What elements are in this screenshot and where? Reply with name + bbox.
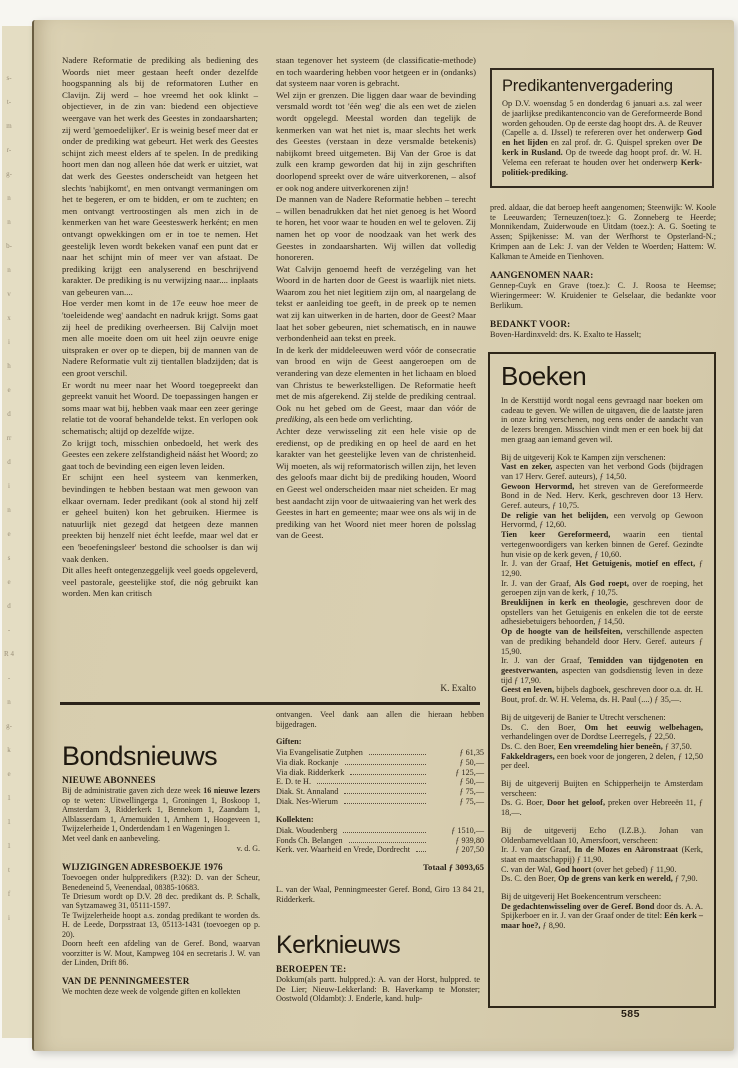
- boeken-title: Boeken: [501, 361, 587, 391]
- showthrough-fragment: n: [7, 698, 11, 706]
- book-entry: Ir. J. van der Graaf, Temidden van tijdgenoten en geestverwanten, aspecten van godsdienstig leven in deze tijd ƒ 17,90.: [501, 656, 703, 685]
- predikantenvergadering-body: Op D.V. woensdag 5 en donderdag 6 januari a.s. zal weer de jaarlijkse predikantenconcio van de Gereformeerde Bond worden gehouden. Op de eerste dag hoopt drs. A. de Reuver (Capelle a. d. IJssel) te refereren over het onderwerp God en het lijden en zal prof. dr. G. Quispel spreken over De kerk in Rusland. Op de tweede dag hoopt prof. dr. W. H. Velema een referaat te houden over het onderwerp Kerk-politiek-prediking.: [502, 99, 703, 177]
- totaal-line: Totaal ƒ 3093,65: [422, 862, 484, 873]
- kollekte-label: Kerk. ver. Waarheid en Vrede, Dordrecht: [276, 845, 411, 855]
- gift-amount: ƒ 61,35: [459, 748, 484, 758]
- book-entry: Ir. J. van der Graaf, Het Getuigenis, motief en effect, ƒ 12,90.: [501, 559, 703, 578]
- aangenomen-text: Gennep-Cuyk en Grave (toez.): C. J. Roosa te Heemse; Wieringermeer: W. Kruidenier te Gelselaar, die bedankte voor Berlikum.: [490, 281, 716, 310]
- article-paragraph: Hoe verder men komt in de 17e eeuw hoe meer de 'toeleidende weg' aandacht en nadruk krijgt. Soms gaat zij heel de prediking overheersen. Bij Calvijn moet men alle moeite doen om uit heel zijn oeuvre enige uitspraken er over op te diepen, bij de mannen van de Nadere Reformatie vult zij tientallen bladzijden; dat is een groot verschil.: [62, 298, 258, 379]
- gift-row: [276, 768, 484, 778]
- article-paragraph: Zo krijgt toch, misschien onbedoeld, het werk des Geestes een zekere zelfstandigheid náást het Woord; zo gaat toch de bevinding een eigen leven leiden.: [62, 437, 258, 471]
- penningmeester-footer: L. van der Waal, Penningmeester Geref. Bond, Giro 13 84 21, Ridderkerk.: [276, 884, 484, 904]
- dotted-leader: [344, 793, 426, 794]
- wijzigingen-paragraphs: [62, 873, 260, 968]
- gift-label: Diak. Nes-Wierum: [276, 796, 338, 806]
- nieuwe-abonnees-thanks: Met veel dank en aanbeveling.: [62, 833, 160, 843]
- kollekten-heading: Kollekten:: [276, 815, 314, 825]
- showthrough-fragment: -: [7, 674, 11, 682]
- showthrough-fragment: g-: [6, 170, 12, 178]
- showthrough-fragment: v: [7, 290, 11, 298]
- showthrough-fragment: s: [7, 554, 11, 562]
- showthrough-fragment: -: [7, 626, 11, 634]
- article-paragraph: Er schijnt een heel systeem van kenmerken, bevindingen te hebben bestaan wat men gewoon van elkaar overnam. Ieder predikant (ook al stond hij zelf er geheel buiten) kon het gebruiken. Hiermee is natuurlijk niet gezegd dat hetgeen deze mannen preekten bij henzelf niet écht leefde, maar wel dat er een 'beoefeningsleer' bestond die schoolser is dan wij vaak denken.: [62, 472, 258, 564]
- predikantenvergadering-box: [490, 68, 714, 188]
- showthrough-fragment: n: [7, 266, 11, 274]
- book-list: [501, 723, 703, 772]
- gift-row: [276, 748, 484, 758]
- gift-row: [276, 797, 484, 807]
- giften-list: [276, 748, 484, 806]
- wijzigingen-heading: WIJZIGINGEN ADRESBOEKJE 1976: [62, 861, 223, 872]
- article-column-middle: [276, 55, 476, 542]
- book-entry: Ds. C. den Boer, Een vreemdeling hier beneên, ƒ 37,50.: [501, 741, 692, 751]
- giften-heading: Giften:: [276, 737, 302, 747]
- book-list: [501, 902, 703, 931]
- showthrough-fragment: f: [7, 890, 11, 898]
- book-entry: Ir. J. van der Graaf, Als God roept, over de roeping, het geroepen zijn van de kerk, ƒ 10,75.: [501, 578, 703, 598]
- showthrough-fragment: n: [7, 194, 11, 202]
- book-entry: Gewoon Hervormd, het streven van de Gereformeerde Bond in de Ned. Herv. Kerk, geschreven door 13 Herv. Geref. auteurs, ƒ 10,75.: [501, 481, 704, 511]
- showthrough-fragment: k: [7, 746, 11, 754]
- gift-amount: ƒ 50,—: [459, 777, 484, 787]
- showthrough-fragment: i: [8, 482, 10, 490]
- book-list: [501, 845, 703, 884]
- financien-intro: ontvangen. Veel dank aan allen die hieraan hebben bijgedragen.: [276, 710, 484, 729]
- beroepingswerk-section: [490, 203, 716, 340]
- gift-label: E. D. te H.: [276, 777, 312, 787]
- bondsnieuws-section: [62, 776, 260, 997]
- showthrough-fragment: e: [7, 578, 11, 586]
- article-paragraph: In de kerk der middeleeuwen werd vóór de consecratie van brood en wijn de Geest aangeroepen om de verandering van deze elementen in het lichaam en bloed van Christus te bewerkstelligen. De Reformatie heeft met de mis afgerekend. Zij stelde de prediking centraal. Ook nu het gebed om de Geest, maar dan vóór de prediking, als een bede om verlichting.: [276, 344, 476, 425]
- book-list: [501, 798, 703, 817]
- beroepen-continuation: pred. aldaar, die dat beroep heeft aangenomen; Steenwijk: W. Koole te Leeuwarden; Terneuzen(toez.): G. Zonneberg te Heerde; Monnikendam, Zuiderwoude en Uitdam (toez.): A. G. Soeting te Assen; Spijkenisse: M. van der Werfhorst te Opsterland-N.; Krimpen aan de Lek: J. van der Velden te Woerden; Hattem: W. Kalkman te Ameide en Tienhoven.: [490, 203, 716, 261]
- showthrough-fragment: d: [7, 410, 11, 418]
- showthrough-fragment: 1: [7, 842, 11, 850]
- penningmeester-heading: VAN DE PENNINGMEESTER: [62, 975, 190, 986]
- penningmeester-body: We mochten deze week de volgende giften en kollekten: [62, 987, 241, 997]
- dotted-leader: [349, 842, 426, 843]
- boeken-intro: In de Kersttijd wordt nogal eens gevraagd naar boeken om cadeau te geven. We willen de uitgaven, die de laatste jaren in onze kring verschenen, nog eens onder de aandacht van de lezers brengen. Misschien vindt men er een boek bij dat men graag aan iemand geven wil.: [501, 396, 703, 444]
- book-entry: Ir. J. van der Graaf, In de Mozes en Aäronstraat (Kerk, staat en maatschappij) ƒ 11,90.: [501, 845, 703, 864]
- showthrough-fragment: t: [8, 866, 10, 874]
- showthrough-fragment: b-: [6, 242, 12, 250]
- book-entry: De gedachtenwisseling over de Geref. Bond door ds. A. A. Spijkerboer en ir. J. van der Graaf onder de titel: Eén kerk – maar hoe?, ƒ 8,90.: [501, 901, 703, 931]
- dotted-leader: [343, 832, 426, 833]
- bedankt-text: Boven-Hardinxveld: drs. K. Exalto te Hasselt;: [490, 330, 642, 340]
- showthrough-fragment: r-: [6, 146, 12, 154]
- aangenomen-heading: AANGENOMEN NAAR:: [490, 270, 594, 281]
- showthrough-fragment: m: [6, 122, 12, 130]
- dotted-leader: [369, 754, 426, 755]
- book-entry: Vast en zeker, aspecten van het verbond Gods (bijdragen van 17 Herv. Geref. auteurs), ƒ 14,50.: [501, 462, 703, 481]
- book-list: [501, 462, 703, 705]
- kerknieuws-section: [276, 932, 480, 1004]
- section-divider-rule-left: [60, 702, 258, 705]
- article-paragraph: Achter deze verwisseling zit een hele visie op de eredienst, op de prediking en op heel de aard en het karakter van het geestelijke leven van de christenheid. Wij moeten, als wij reformatorisch willen zijn, het leven des geloofs maar dicht bij de prediking houden, Woord en Geest wel onderscheiden maar niet scheiden. Er mag best aandacht zijn voor de uitwaaiering van het werk des Geestes in hart en gemeente; maar wee ons als wij in de prediking van het Woord niet meer horen de polsslag van de Geest.: [276, 426, 476, 541]
- bondsnieuws-title: Bondsnieuws: [62, 741, 218, 771]
- nieuwe-abonnees-signature: v. d. G.: [236, 844, 260, 854]
- book-entry: Geest en leven, bijbels dagboek, geschreven door o.a. dr. H. Bout, prof. dr. W. H. Velema, ds. H. Paul (....) ƒ 35,—.: [501, 685, 704, 705]
- book-entry: C. van der Wal, God hoort (over het gebed) ƒ 11,90.: [501, 864, 677, 874]
- kollekte-label: Fonds Ch. Belangen: [276, 835, 343, 845]
- gift-amount: ƒ 75,—: [459, 786, 484, 796]
- showthrough-fragment: g-: [6, 722, 12, 730]
- publisher-lead: Bij de uitgeverij Kok te Kampen zijn verschenen:: [501, 452, 666, 462]
- showthrough-fragment: t-: [6, 98, 12, 106]
- article-author: K. Exalto: [440, 684, 476, 694]
- showthrough-fragment: rr: [6, 434, 12, 442]
- gift-row: [276, 758, 484, 768]
- showthrough-fragment: i: [8, 338, 10, 346]
- kollekte-row: [276, 845, 484, 855]
- showthrough-fragment: d: [7, 602, 11, 610]
- boeken-box: [488, 352, 716, 1008]
- kollekte-row: [276, 826, 484, 836]
- dotted-leader: [317, 783, 426, 784]
- book-entry: Tien keer Gereformeerd, waarin een tiental vertegenwoordigers van kerken binnen de Geref. Gezindte hun visie op de kerk geven, ƒ 10,60.: [501, 530, 703, 559]
- book-entry: Op de hoogte van de heilsfeiten, verschillende aspecten van de prediking behandeld door Herv. Geref. auteurs ƒ 15,90.: [501, 627, 703, 656]
- article-paragraph: staan tegenover het systeem (de classificatie-methode) en toch waardering hebben voor hetgeen er in (ondanks) dat systeem naar voren is gebracht.: [276, 55, 476, 89]
- kollekte-amount: ƒ 939,80: [455, 835, 484, 845]
- book-entry: Ds. C. den Boer, Om het eeuwig welbehagen, verhandelingen over de Dordtse Leerregels, ƒ 22,50.: [501, 722, 703, 742]
- gift-row: [276, 777, 484, 787]
- gift-label: Via diak. Rockanje: [276, 757, 339, 767]
- showthrough-fragment: s-: [6, 74, 12, 82]
- gift-label: Via diak. Ridderkerk: [276, 767, 345, 777]
- dotted-leader: [416, 851, 426, 852]
- dotted-leader: [345, 764, 427, 765]
- showthrough-fragment: e: [7, 530, 11, 538]
- kollekten-list: [276, 826, 484, 855]
- gift-row: [276, 787, 484, 797]
- showthrough-fragment: h: [7, 362, 11, 370]
- showthrough-fragment: e: [7, 770, 11, 778]
- dotted-leader: [350, 774, 426, 775]
- left-margin-showthrough: [0, 66, 18, 930]
- page-number: 585: [620, 1008, 640, 1020]
- beroepen-heading: BEROEPEN TE:: [276, 964, 347, 974]
- article-paragraph: Nadere Reformatie de prediking als bediening des Woords niet meer gestaan heeft onder dezelfde hoogspanning als bij de reformatoren Luther en Clavijn. Zij werd – hoe vreemd het ook klinkt – objectiever, in de zin van: biedend een objectieve weergave van het werk des Geestes in zondaarsharten; zij werd 'gemoedelijker'. Er is weinig besef meer dat er onder de prediking wat gebeurt. Het werk des Geestes schijnt zich meest elders af te spelen. In de prediking hoort men dan nog alleen hóe dat werk er uitziet, wat dat werk des Geestes onderscheidt van hetgeen het slechts 'nabijkomt', en men ontvangt vermaningen om het te begeren, er om te bidden, er om te zuchten; en men ontvangt vertroostingen als men zich in de kenmerken van het ware Geesteswerk herként; en men ontvangt opwekkingen om er in toe te nemen. Het geestelijk leven wordt bekeken vanaf een punt dat er naar het schijnt min of meer ver van afstaat. De prediking krijgt een analyserend en beschrijvend karakter. De prediking is nu verwijzing naar.... inplaats van gebeuren van....: [62, 55, 258, 297]
- publisher-lead: Bij de uitgeverij Echo (I.Z.B.). Johan van Oldenbarneveltlaan 10, Amersfoort, verscheen:: [501, 825, 703, 845]
- nieuwe-abonnees-body: Bij de administratie gaven zich deze week 16 nieuwe lezers op te weten: Uitwellingerga 1, Groningen 1, Boskoop 1, Amsterdam 3, Ridderkerk 1, Bennekom 1, Zaandam 1, Alblasserdam 1, Arnemuiden 1, Arnhem 1, Hoogeveen 1, Twijzelerheide 1, Onderdendam 1 en Wageningen 1.: [62, 786, 260, 834]
- showthrough-fragment: 1: [7, 818, 11, 826]
- kollekte-amount: ƒ 207,50: [455, 845, 484, 855]
- beroepen-text: Dokkum(als partt. hulppred.): A. van der Horst, hulppred. te De Lier; Nieuw-Lekkerland: B. Haverkamp te Monster; Oostwold (Oldambt): J. Enderle, kand. hulp-: [276, 975, 480, 1004]
- article-paragraph: Dit alles heeft ontegenzeggelijk veel goeds opgeleverd, veel pastorale, geestelijke stof, die nóg gebruikt kan worden. Men kan critisch: [62, 565, 258, 599]
- book-entry: Fakkeldragers, een boek voor de jongeren, 2 delen, ƒ 12,50 per deel.: [501, 751, 703, 771]
- dotted-leader: [344, 803, 426, 804]
- predikantenvergadering-title: Predikantenvergadering: [502, 77, 673, 95]
- section-divider-rule-middle: [250, 702, 480, 705]
- showthrough-fragment: i: [8, 914, 10, 922]
- giften-kollekten-block: [276, 710, 484, 904]
- article-paragraph: Wel zijn er grenzen. Die liggen daar waar de bevinding versmald wordt tot 'één weg' die als een wet de zielen wordt opgelegd. Meestal worden dan tegelijk de kenmerken van wat het niet is, maar slechts het werk des Geestes (verstaan in deze versmalde betekenis) nabijkomt breed uitgemeten. Bij Van der Groe is dat zulk een kramp geworden dat hij in zijn geschriften doorlopend spreekt over de wáre uitverkorenen, – alsof er ook nog andere uitverkorenen zijn!: [276, 89, 476, 193]
- article-paragraph: Er wordt nu meer naar het Woord toegepreekt dan gepreekt vanuit het Woord. De toepassingen hangen er soms maar wat bij, hebben vaak maar een zeer geringe relatie tot de vooraf behandelde tekst. En verlopen ook schematisch; altijd op dezelfde wijze.: [62, 379, 258, 436]
- wijzigingen-paragraph: Te Twijzelerheide hoopt a.s. zondag predikant te worden ds. H. de Leede, Dorpsstraat 13, 05113-1431 (toevoegen op p. 20).: [62, 910, 260, 939]
- article-column-left: [62, 55, 258, 600]
- showthrough-fragment: R 4: [4, 650, 14, 658]
- showthrough-fragment: 1: [7, 794, 11, 802]
- showthrough-fragment: n: [7, 506, 11, 514]
- publisher-lead: Bij de uitgeverij Het Boekencentrum verscheen:: [501, 892, 662, 902]
- showthrough-fragment: n: [7, 218, 11, 226]
- kerknieuws-title: Kerknieuws: [276, 931, 401, 959]
- showthrough-fragment: d: [7, 458, 11, 466]
- kollekte-row: [276, 836, 484, 846]
- gift-label: Diak. St. Annaland: [276, 786, 339, 796]
- kollekte-label: Diak. Woudenberg: [276, 826, 338, 836]
- publisher-lead: Bij de uitgeverij Buijten en Schipperheijn te Amsterdam verscheen:: [501, 779, 703, 798]
- gift-amount: ƒ 125,—: [455, 767, 484, 777]
- wijzigingen-paragraph: Te Driesum wordt op D.V. 28 dec. predikant ds. P. Schalk, van Sytzamaweg 31, 05111-1597.: [62, 891, 260, 911]
- kollekte-amount: ƒ 1510,—: [451, 826, 484, 836]
- showthrough-fragment: e: [7, 386, 11, 394]
- publisher-lead: Bij de uitgeverij de Banier te Utrecht verschenen:: [501, 712, 666, 722]
- bedankt-heading: BEDANKT VOOR:: [490, 319, 571, 330]
- wijzigingen-paragraph: Toevoegen onder hulppredikers (P.32): D. van der Scheur, Benedeneind 5, Veenendaal, 08385-10683.: [62, 873, 260, 892]
- nieuwe-abonnees-heading: NIEUWE ABONNEES: [62, 775, 156, 785]
- article-paragraph: De mannen van de Nadere Reformatie hebben – terecht – willen benadrukken dat het niet genoeg is het Woord te horen, het voor waar te houden en wel te geloven. Zij namen het op voor de noodzaak van het werk des Geestes in zondaarsharten. Wij willen dat volledig honoreren.: [276, 194, 476, 263]
- gift-label: Via Evangelisatie Zutphen: [276, 748, 363, 758]
- book-entry: De religie van het belijden, een vervolg op Gewoon Hervormd, ƒ 12,60.: [501, 510, 703, 530]
- article-paragraph: Wat Calvijn genoemd heeft de verzégeling van het Woord in de harten door de Geest is waarlijk niet niets. Waarom zou het niet legitiem zijn om, al naargelang de tekst er aanleiding toe geeft, in de preek op te nemen wat zij kan uitwerken in de harten, door de Geest? Maar laat het sober gebeuren, niet schematisch, en in nauwe verbondenheid aan tekst en preek.: [276, 263, 476, 344]
- book-entry: Ds. C. den Boer, Op de grens van kerk en wereld, ƒ 7,90.: [501, 874, 698, 884]
- showthrough-fragment: x: [7, 314, 11, 322]
- wijzigingen-paragraph: Doorn heeft een afdeling van de Geref. Bond, waarvan voorzitter is W. Mout, Kampweg 104 en secretaris J. W. van der Linden, Drift 86.: [62, 939, 260, 968]
- gift-amount: ƒ 50,—: [459, 757, 484, 767]
- book-entry: Ds. G. Boer, Door het geloof, preken over Hebreeën 11, ƒ 18,—.: [501, 798, 703, 818]
- book-entry: Breuklijnen in kerk en theologie, geschreven door de opstellers van het Getuigenis en enkelen die tot de eerste adhesiebetuigers behoorden, ƒ 14,50.: [501, 598, 703, 627]
- gift-amount: ƒ 75,—: [459, 796, 484, 806]
